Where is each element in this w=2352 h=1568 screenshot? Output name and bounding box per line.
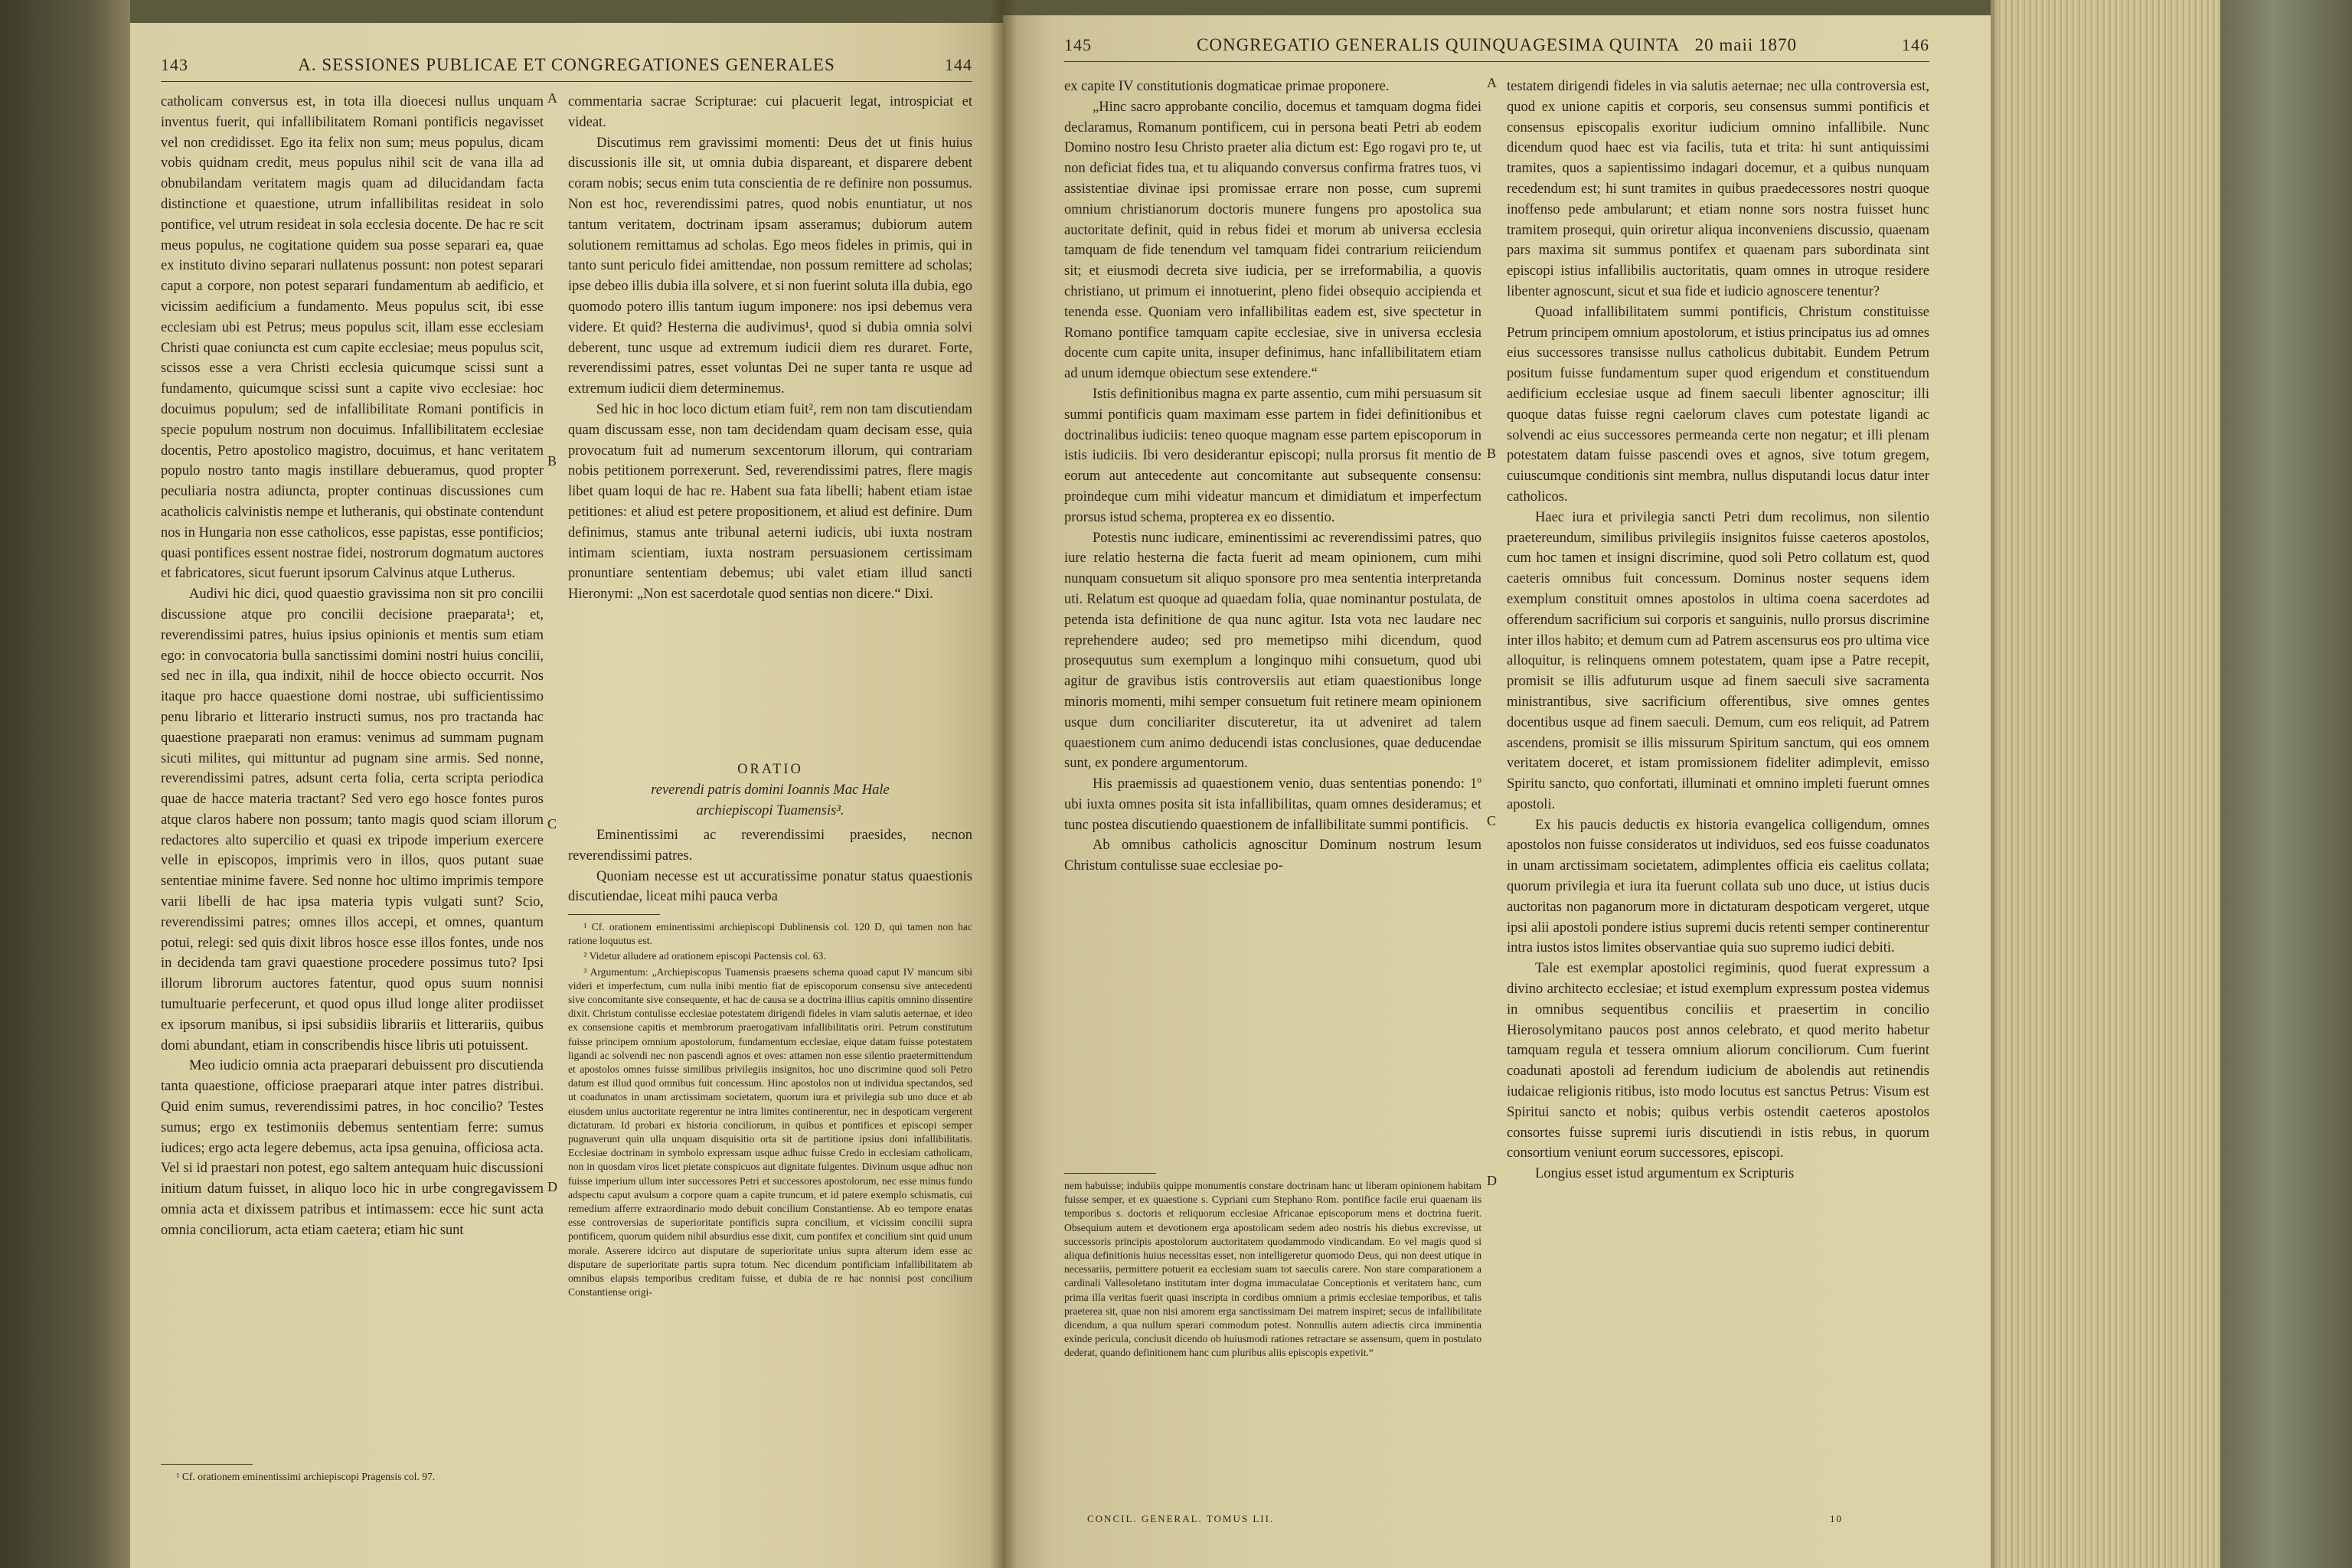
sheet-number: 10 <box>1830 1513 1843 1524</box>
header-rule <box>161 81 972 82</box>
paragraph: His praemissis ad quaestionem venio, duas sententias ponendo: 1º ubi iuxta omnes posita sit ista infallibilitas, quam omnes desideramus; et tunc postea discutiendo quaestionem de infallibilitate summi pontificis. <box>1064 776 1481 833</box>
paragraph: Eminentissimi ac reverendissimi praesides, necnon reverendissimi patres. <box>568 828 972 864</box>
footnote-text: ³ Argumentum: „Archiepiscopus Tuamensis praesens schema quoad caput IV mancum sibi videri et imperfectum, cum nulla inibi mentio fiat de episcoporum consensu sive antecedenti sive concomitante sive consequente, et hac de causa se a doctrina illius capitis omnino dissentire dixit. Christum contulisse ecclesiae potestatem dirigendi fideles in viam salutis aeternae, et ideo ex consensione capitis et membrorum praerogativam infallibilitatis oriri. Petrum constitutum fuisse principem omnium apostolorum, fundamentum ecclesiae, eique datam fuisse potestatem ligandi ac solvendi nec non pascendi agnos et oves: attamen non esse silentio praetermittendum et apostolos omnes fuisse similibus privilegiis insignitos, hoc uno discrimine quod soli Petro datum est illud quod omnibus fuit concessum. Hinc apostolos non ut individua spectandos, sed ut coadunatos in unam arctissimam societatem, quorum iura et privilegia sub uno duce et ab eiusdem unius auctoritate regerentur ne intra limites continerentur, nec in despoticam vergerent dictaturam. Id probari ex historia conciliorum, in quibus et pontifices et episcopi semper pugnaverunt quin ulla unquam disquisitio orta sit de partitione ipsius doni infallibilitatis. Ecclesiae doctrinam in symbolo expressam usque adhuc fuisse Credo in ecclesiam catholicam, non in quosdam viros licet pietate conspicuos aut dignitate fulgentes. Divinum usque adhuc non fuisse imperium ullum inter successores Petri et successores apostolorum, nec esse minus fundo adspectu caput avulsum a corpore quam a capite truncum, et id patere exemplo schismatis, cui remedium afferre extraordinario modo debuit concilium Constantiense. Ab eo tempore enatas esse controversias de superioritate pontificis supra concilium, et vicissim concilii supra pontificem, quorum quidem nihil absurdius esse dixit, cum pontifex et concilium sint quid unum morale. Asserere idcirco aut disputare de superioritate unius supra alterum idem esse ac disputare de superioritate partis supra totum. Nec dicendum pontificiam infallibilitatem ab omnibus elapsis temporibus creditam fuisse, et dubia de re hac nonnisi post concilium Constantiense origi- <box>568 965 972 1298</box>
running-date: 20 maii 1870 <box>1694 35 1797 54</box>
paragraph: Discutimus rem gravissimi momenti: Deus det ut finis huius discussionis ille sit, ut omnia dubia dispareant, et disparere debent coram nobis; secus enim tuta conscientia de re definire non possumus. Non est hoc, reverendissimi patres, quod nobis enuntiatur, ut nos tantum veritatem, doctrinam ipsam asseramus; dubiorum autem solutionem remittamus ad scholas. Ego meos fideles in primis, qui in tanto sunt periculo fidei amittendae, non possum remittere ad scholas; ipse debeo illis dubia illa solvere, et si non fuerint soluta illa dubia, ego quomodo potero illis tantum iugum imponere: nos ipsi debemus vera videre. Et quid? Hesterna die audivimus¹, quod si dubia omnia solvi deberent, tunc usque ad extremum iudicii diem res duraret. Forte, reverendissimi patres, esset voluntas Dei ne super tanta re usque ad extremum iudicii diem determinemus. <box>568 135 972 397</box>
right-page <box>1003 15 1991 1568</box>
paragraph: Quoad infallibilitatem summi pontificis, Christum constituisse Petrum principem omnium apostolorum, et istius principatus ius ad omnes eius successores transisse nullus catholicus dubitabit. Eundem Petrum positum fuisse fundamentum super quod erigendum et constituendum aedificium ecclesiae usque ad finem saeculi libenter agnoscitur; illi quoque datas fuisse regni caelorum claves cum potestate ligandi ac solvendi ac eius successores permeanda certe non negatur; et illi plenam potestatem datam fuisse pascendi oves et agnos, sive totum gregem, cuiuscumque conditionis sint membra, nullus disputandi locus datur inter catholicos. <box>1507 304 1929 505</box>
paragraph: Potestis nunc iudicare, eminentissimi ac reverendissimi patres, quo iure relatio hesterna die facta fuerit ad meam opinionem, cum mihi nunquam consuetum sit aliquo sponsore pro mea sententia interpretanda uti. Relatum est quoque ad quaedam folia, quae nominantur postulata, de petenda ista definitione de qua nunc agitur. Ista vota nec laudare nec reprehendere audeo; sed pro memetipso mihi dicendum, quod prosequutus sum exemplum a longinquo mihi consuetum, quod ubi agitur de gravibus istis controversiis aut etiam quaestionibus longe minoris momenti, mihi semper consuetum fuit retinere meam opinionem usque dum conciliariter discuteretur, ita ut adveniret ad talem quaestionem cum animo deducendi istas conclusiones, quae deducendae sunt, ex pondere argumentorum. <box>1064 530 1481 772</box>
footnotes <box>568 920 972 1548</box>
page-edge-shadow <box>1991 0 2000 1568</box>
signature-mark: CONCIL. GENERAL. TOMUS LII. <box>1087 1513 1275 1524</box>
margin-mark: C <box>1487 813 1497 828</box>
page-number: 146 <box>1902 35 1929 54</box>
oratio-title: ORATIO <box>737 762 803 777</box>
running-title-group <box>1197 35 1797 55</box>
paragraph: Sed hic in hoc loco dictum etiam fuit², rem non tam discutiendam quam discussam esse, non tam decidendam quam decisam esse, quia provocatum fuit ad numerum sexcentorum illorum, qui contrariam nobis petitionem porrexerunt. Sed, reverendissimi patres, flere magis libet quam loqui de hac re. Habent sua fata libelli; habent etiam istae petitiones: et aliud est petere propositionem, et aliud est definire. Dum definimus, stamus ante tribunal aeterni iudicis, ubi iuxta nostram intimam scientiam, iuxta nostram persuasionem certissimam pronuntiare sententiam debemus; ubi valet etiam illud sancti Hieronymi: „Non est sacerdotale quod sentias non dicere.“ Dixi. <box>568 401 972 603</box>
margin-mark: A <box>1487 75 1497 90</box>
text-column-left <box>161 92 544 1263</box>
running-title: A. SESSIONES PUBLICAE ET CONGREGATIONES GENERALES <box>298 55 835 74</box>
page-edges <box>1991 0 2220 1568</box>
margin-mark: A <box>547 90 557 106</box>
footnote-text: nem habuisse; indubiis quippe monumentis constare doctrinam hanc ut liberam opinionem habitam fuisse semper, et ex quaestione s. Cypriani cum Stephano Rom. pontifice facile erui quaenam iis temporibus s. doctoris et reliquorum ecclesiae Africanae episcoporum mens et doctrina fuerit. Obsequium autem et devotionem erga apostolicam sedem adeo nostris his diebus excrevisse, ut successoris principis apostolorum auctoritatem quodammodo vindicandam. Eo vel magis quod si aliqua definitionis huius necessitas esset, non intelligeretur quomodo Deus, qui non deest utique in necessariis, permittere potuerit ea ecclesiam suam tot saeculis carere. Non stare comparationem a cardinali Vallesoletano institutam inter dogma immaculatae Conceptionis et veritatem hanc, cum prima illa veritas fuerit quasi inscripta in cordibus omnium a primis ecclesiae temporibus, et talis praeterea sit, quae non nisi amorem erga sanctissimam Dei matrem inspiret; secus de infallibilitate dicendum, a qua nullum sperari commodum potest. Nonnullis autem adiectis circa imminentia exinde pericula, conclusit dicendo ob huiusmodi rationes retractare se assensum, quem in postulato dederat, quando definitionem hanc cum pluribus aliis episcopis expetivit.“ <box>1064 1180 1481 1359</box>
paragraph: catholicam conversus est, in tota illa dioecesi nullus unquam inventus fuerit, qui infallibilitatem Romani pontificis negavisset vel non credidisset. Ego ita felix non sum; meus populus, dicam vobis quidnam credit, meus populus nihil scit de vana illa ad obnubilandam veritatem magis quam ad dilucidandam facta distinctione et quaestione, utrum infallibilitas resideat in solo pontifice, vel utrum resideat in sola ecclesia docente. De hac re scit meus populus, ne cogitatione quidem sua posse separari ea, quae ex instituto divino separari nullatenus possunt: non potest separari caput a corpore, non potest separari fundamentum ab aedificio, et vicissim aedificium a fundamento. Meus populus scit, ibi esse ecclesiam ubi est Petrus; meus populus scit, illam esse ecclesiam Christi quae coniuncta est cum capite ecclesiae; meus populus scit, scissos esse a vera Christi ecclesia quicumque scissi sunt a fundamento, quicumque scissi sunt a capite vivo ecclesiae: hoc docuimus populum; sed de infallibilitate Romani pontificis in specie populum nostrum non docuimus. Infallibilitatem ecclesiae docentis, Petro apostolico magistro, docuimus, et hanc veritatem populo nostro tanto magis instillare debueramus, quod propter peculiaria nostra adiuncta, propter continuas discussiones cum acatholicis calvinistis nempe et lutheranis, qui obstinate contendunt nos in Hungaria non esse catholicos, esse papistas, esse pontificios; quasi pontifices essent nostrae fidei, nostrorum dogmatum auctores et fabricatores, sicut fuerunt ipsorum Calvinus atque Lutherus. <box>161 94 544 582</box>
footnote-rule <box>568 914 660 915</box>
text-column-right <box>1507 77 1929 1516</box>
paragraph: „Hinc sacro approbante concilio, docemus et tamquam dogma fidei declaramus, Romanum pontificem, cui in persona beati Petri ab eodem Domino nostro Iesu Christo praeter alia dictum est: Ego rogavi pro te, ut non deficiat fides tua, et tu aliquando conversus confirma fratres tuos, vi assistentiae divinae ipsi promissae errare non posse, cum supremi omnium christianorum doctoris munere fungens pro apostolica sua auctoritate definit, quid in rebus fidei et morum ab universa ecclesia tamquam de fide tenendum vel tamquam fidei contrarium reiiciendum sit; et eiusmodi decreta sive iudicia, per se irreformabilia, a quovis christiano, ut primum ei innotuerint, pleno fidei obsequio accipienda et tenenda esse. Quoniam vero infallibilitas eadem est, sive spectetur in Romano pontifice tamquam capite ecclesiae, sive in universa ecclesia docente cum capite unita, insuper definimus, hanc infallibilitatem etiam ad unum idemque obiectum sese extendere.“ <box>1064 99 1481 382</box>
header-rule <box>1064 61 1929 62</box>
oratio-subtitle: archiepiscopi Tuamensis³. <box>696 803 844 818</box>
paragraph: Audivi hic dici, quod quaestio gravissima non sit pro concilii discussione atque pro concilii decisione praeparata¹; et, reverendissimi patres, huius ipsius opinionis et mentis sum etiam ego: in convocatoria bulla sanctissimi domini nostri huius concilii, sed nec in illa, qua indixit, nihil de hocce obiecto occurrit. Nos itaque pro hacce quaestione domi nostrae, ubi sufficientissimo penu librario et litterario instructi sumus, nos pro tractanda hac quaestione praeparati non eramus: venimus ad summam pugnam sicuti milites, qui mittuntur ad pugnam sine armis. Sed nonne, reverendissimi patres, adsunt certa folia, certa scripta periodica quae de hacce materia tractant? Sed vero ego hosce fontes puros atque claros habere non possum; tanto magis quod sciam illorum redactores alto supercilio et quasi ex tripode imperium exercere velle in episcopos, imprimis vero in illos, quos putant suae sententiae minime favere. Sed nonne hoc ultimo imprimis tempore varii libelli de hac ipsa materia typis vulgati sunt? Scio, reverendissimi patres; omnes illos accepi, et omnes, quantum potui, relegi: sed quis dixit libros hosce esse illos fontes, unde nos in decidenda tam gravi quaestione procedere possimus tuto? Ipsi illorum librorum auctores fatentur, quod opus suum nonnisi tumultuarie perfecerunt, et quod opus illud longe aliter prodiisset ex ipsorum manibus, si ipsi subsidiis librariis et litterariis, quibus domi abundant, etiam in conscribendis hisce libris uti potuissent. <box>161 586 544 1054</box>
footnote-text: ¹ Cf. orationem eminentissimi archiepiscopi Dublinensis col. 120 D, qui tamen non hac ratione loquutus est. <box>568 921 972 947</box>
margin-mark: D <box>547 1179 557 1194</box>
desk-background <box>2220 0 2352 1568</box>
margin-mark: B <box>547 453 557 469</box>
running-title: CONGREGATIO GENERALIS QUINQUAGESIMA QUINTA <box>1197 35 1679 54</box>
book-gutter <box>989 0 1017 1568</box>
page-number: 145 <box>1064 35 1092 54</box>
footnote <box>1064 1179 1481 1501</box>
footnote-rule <box>1064 1173 1156 1174</box>
left-page <box>130 23 1003 1568</box>
margin-mark: D <box>1487 1173 1497 1188</box>
footnote-text: ¹ Cf. orationem eminentissimi archiepiscopi Pragensis col. 97. <box>176 1471 436 1482</box>
paragraph: Ex his paucis deductis ex historia evangelica colligendum, omnes apostolos non fuisse consideratos ut individuos, sed eos fuisse coadunatos in unam arctissimam societatem, adimplentes officia eis caelitus collata; quorum privilegia et iura ita fuerunt collata sub uno duce, ut istius ducis auctoritas non paganorum more in dictaturam despoticam vergeret, utque ipsi alii apostoli pondere istius supremi ducis retenti semper continerentur intra iustos istos limites observantiae quia suo supremo iudici debiti. <box>1507 817 1929 956</box>
text-column-left <box>1064 77 1481 1179</box>
page-number: 144 <box>944 55 972 74</box>
paragraph: testatem dirigendi fideles in via salutis aeternae; nec ulla controversia est, quod ex unione capitis et corporis, seu consensus summi pontificis et consensus episcopalis exoritur iudicium omnino infallibile. Nunc dicendum quod haec est via facilis, tuta et trita: hi sunt antiquissimi tramites, quos a sapientissimo indagari docemur, et a quibus nunquam recedendum est; hi sunt tramites in quibus praedecessores nostri quoque inoffenso pede ambularunt; et etiam nonne sors nostra fuisset hunc tramitem prosequi, quin oriretur aliqua inconveniens discussio, quaenam pars maxima sit summus pontifex et quaenam pars subordinata sint episcopi istius infallibilis auctoritatis, quam omnes in utroque residere libenter agnoscunt, sicut et sua fide et iudicio agnoscere tenentur? <box>1507 79 1929 299</box>
footnote-rule <box>161 1464 253 1465</box>
paragraph: Meo iudicio omnia acta praeparari debuissent pro discutienda tanta quaestione, officiose praeparari atque inter patres distribui. Quid enim sumus, reverendissimi patres, in hoc concilio? Testes sumus; ergo ex testimoniis debemus sententiam ferre: sumus iudices; ergo acta legere debemus, acta ipsa genuina, officiosa acta. Vel si id praestari non potest, ego saltem antequam huic discussioni initium datum fuisset, in aliquo loco hic in urbe congregavissem omnia acta et dixissem patribus et intimassem: ecce hic sunt acta omnia conciliorum, acta etiam caetera; etiam hic sunt <box>161 1058 544 1238</box>
footnote <box>161 1470 544 1485</box>
background-left <box>0 0 130 1568</box>
margin-mark: B <box>1487 446 1497 461</box>
paragraph: commentaria sacrae Scripturae: cui placuerit legat, introspiciat et videat. <box>568 94 972 130</box>
paragraph: Istis definitionibus magna ex parte assentio, cum mihi persuasum sit summi pontificis quam maximam esse partem in fidei definitionibus et doctrinalibus iudiciis: teneo quoque magnam esse partem episcoporum in istis iudiciis. Ibi vero desiderantur episcopi; nulla prorsus fit mentio de eorum aut antecedente aut concomitante aut subsequente consensu: proindeque cum mihi videatur mancum et dimidiatum et imperfectum prorsus istud schema, propterea ex eo dissentio. <box>1064 386 1481 525</box>
page-number: 143 <box>161 55 188 74</box>
oratio-heading <box>568 760 972 822</box>
right-page-header <box>1064 35 1929 55</box>
left-page-header <box>161 55 972 75</box>
paragraph: Quoniam necesse est ut accuratissime ponatur status quaestionis discutiendae, liceat mihi pauca verba <box>568 868 972 905</box>
footnote-text: ² Videtur alludere ad orationem episcopi Pactensis col. 63. <box>583 950 826 962</box>
paragraph: Ab omnibus catholicis agnoscitur Dominum nostrum Iesum Christum contulisse suae ecclesiae po- <box>1064 838 1481 874</box>
text-column-right-oratio <box>568 825 972 910</box>
paragraph: Haec iura et privilegia sancti Petri dum recolimus, non silentio praetereundum, similibus privilegiis insignitos fuisse caeteros apostolos, cum hoc tamen et insigni discrimine, quod soli Petro collatum est, quod caeteris omnibus fuit concessum. Dominus noster sequens idem exemplum constituit omnes apostolos in ultima coena sacerdotes ad offerendum sacrificium sui corporis et sanguinis, nullo prorsus discrimine inter illos habito; et demum cum ad Patrem ascensurus eos pro ultima vice alloquitur, is relinquens omnem potestatem, quam ipse a Patre recepit, promisit se illis adfuturum usque ad finem saeculi sive sacramenta ministrantibus, sive sacrificium offerentibus, sive omnes gentes docentibus usque ad finem saeculi. Demum, cum eos reliquit, ad Patrem ascendens, promisit se illis missurum Spiritum sanctum, qui eos omnem veritatem doceret, et istam promissionem fideliter adimplevit, emisso Spiritu sancto, quo confortati, illuminati et omnino impleti fuerunt omnes apostoli. <box>1507 509 1929 812</box>
paragraph: ex capite IV constitutionis dogmaticae primae proponere. <box>1064 79 1390 94</box>
paragraph: Longius esset istud argumentum ex Scripturis <box>1535 1166 1795 1182</box>
text-column-right <box>568 92 972 750</box>
oratio-subtitle: reverendi patris domini Ioannis Mac Hale <box>651 782 890 798</box>
margin-mark: C <box>547 816 557 831</box>
paragraph: Tale est exemplar apostolici regiminis, quod fuerat expressum a divino architecto ecclesiae; et istud exemplum expressum postea videmus in omnibus sequentibus conciliis et praesertim in concilio Hierosolymitano paucos post annos celebrato, et quod merito habetur tamquam regula et tessera omnium aliorum conciliorum. Cum fuerint coadunati apostoli ad ferendum iudicium de abolendis aut retinendis iudaicae religionis ritibus, isto modo locutus est sanctus Petrus: Visum est Spiritui sancto et nobis; quibus verbis ostendit caeteros apostolos consortes fuisse supremi iuris discutiendi in istis rebus, in quorum consortium veniunt eorum successores, episcopi. <box>1507 961 1929 1161</box>
